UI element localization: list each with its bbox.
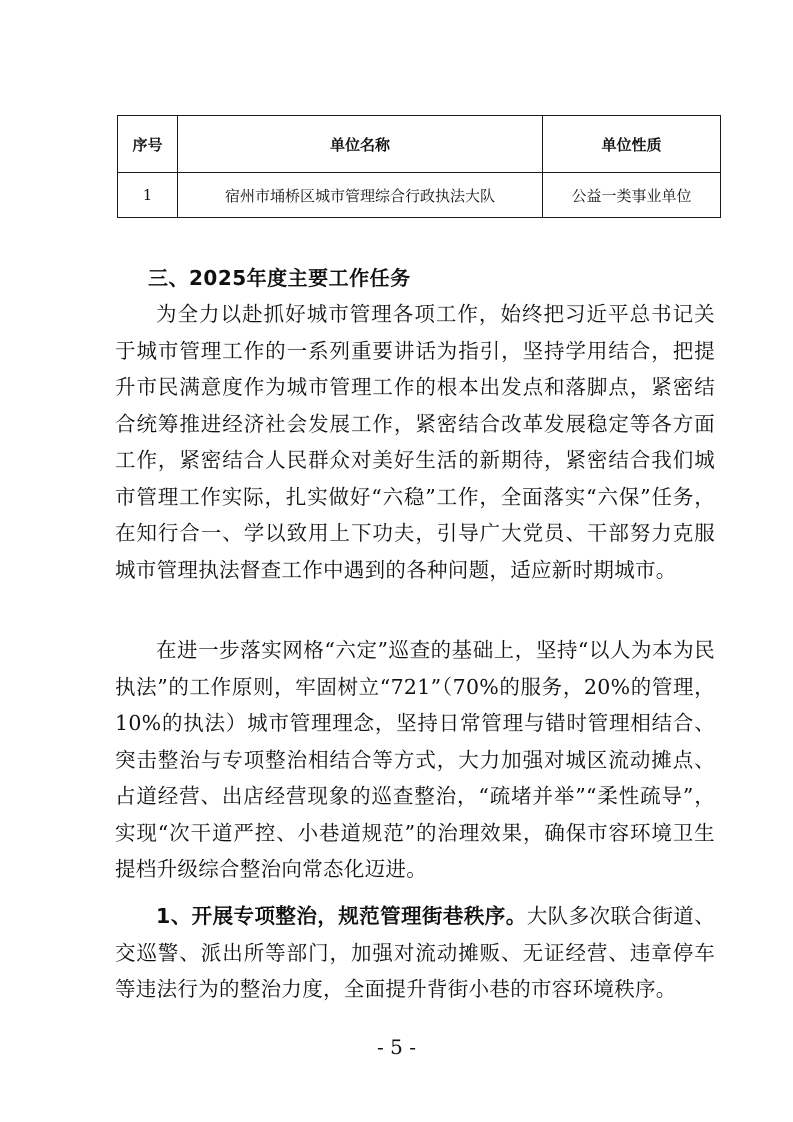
paragraph-2: 在进一步落实网格“六定”巡查的基础上，坚持“以人为本为民执法”的工作原则，牢固树立“721”（70%的服务，20%的管理，10%的执法）城市管理理念，坚持日常管理与错时管理相结合、突击整治与专项整治相结合等方式，大力加强对城区流动摊点、占道经营、出店经营现象的巡查整治，“疏堵并举”“柔性疏导”，实现“次干道严控、小巷道规范”的治理效果，确保市容环境卫生提档升级综合整治向常态化迈进。	[115, 638, 715, 881]
paragraph-3-lead: 1、开展专项整治，规范管理街巷秩序。	[156, 904, 527, 928]
cell-unit-nature: 公益一类事业单位	[543, 173, 721, 218]
page-number: - 5 -	[377, 1035, 416, 1059]
header-serial: 序号	[118, 116, 178, 173]
paragraph-3	[115, 898, 715, 1008]
header-unit-name: 单位名称	[178, 116, 543, 173]
header-unit-nature: 单位性质	[543, 116, 721, 173]
units-table	[117, 115, 721, 218]
table-header-row	[118, 116, 721, 173]
cell-unit-name: 宿州市埇桥区城市管理综合行政执法大队	[178, 173, 543, 218]
cell-serial: 1	[118, 173, 178, 218]
paragraph-1: 为全力以赴抓好城市管理各项工作，始终把习近平总书记关于城市管理工作的一系列重要讲话为指引，坚持学用结合，把提升市民满意度作为城市管理工作的根本出发点和落脚点，紧密结合统筹推进经济社会发展工作，紧密结合改革发展稳定等各方面工作，紧密结合人民群众对美好生活的新期待，紧密结合我们城市管理工作实际，扎实做好“六稳”工作，全面落实“六保”任务，在知行合一、学以致用上下功夫，引导广大党员、干部努力克服城市管理执法督查工作中遇到的各种问题，适应新时期城市。	[115, 302, 715, 582]
section-heading: 三、2025年度主要工作任务	[148, 266, 411, 290]
table-row	[118, 173, 721, 218]
paragraph-3-text: 大队多次联合街道、交巡警、派出所等部门，加强对流动摊贩、无证经营、违章停车等违法行为的整治力度，全面提升背街小巷的市容环境秩序。	[115, 904, 716, 1001]
